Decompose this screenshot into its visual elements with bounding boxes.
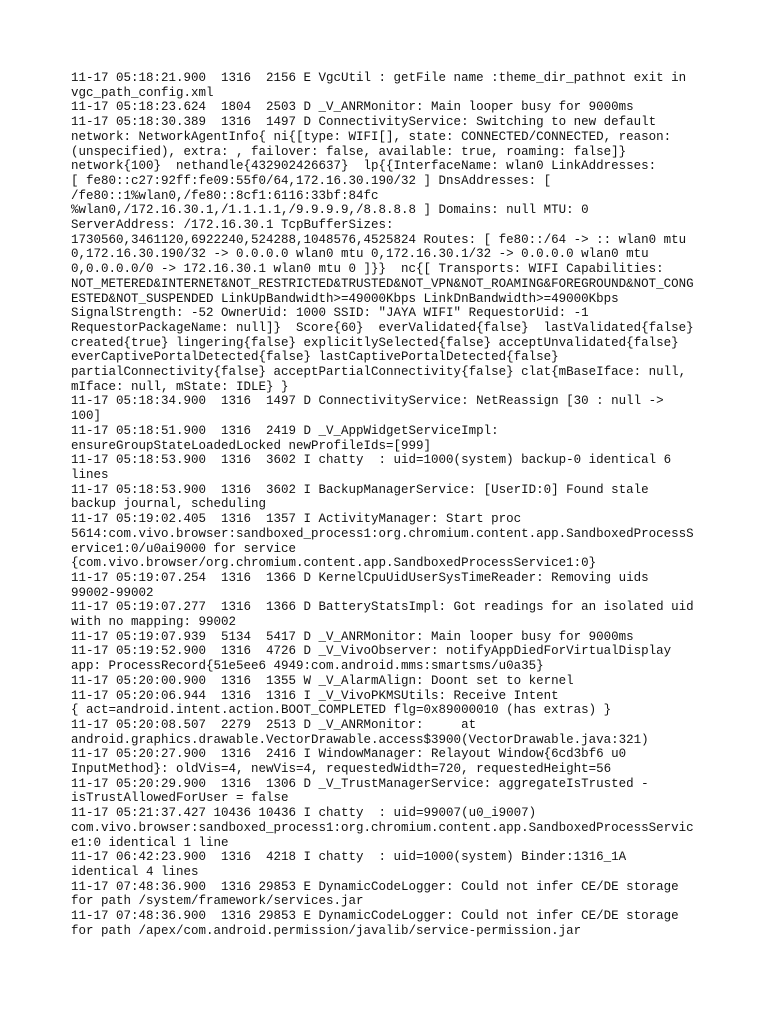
log-page bbox=[71, 71, 711, 938]
log-text: 11-17 05:18:21.900 1316 2156 E VgcUtil : getFile name :theme_dir_pathnot exit in vgc_path_config.xml 11-17 05:18:23.624 1804 2503 D _V_ANRMonitor: Main looper busy for 9000ms 11-17 05:18:30.389 1316 1497 D ConnectivityService: Switching to new default network: NetworkAgentInfo{ ni{[type: WIFI[], state: CONNECTED/CONNECTED, reason: (unspecified), extra: , failover: false, available: true, roaming: false]} network{100} nethandle{432902426637} lp{{InterfaceName: wlan0 LinkAddresses: [ fe80::c27:92ff:fe09:55f0/64,172.16.30.190/32 ] DnsAddresses: [ /fe80::1%wlan0,/fe80::8cf1:6116:33bf:84fc %wlan0,/172.16.30.1,/1.1.1.1,/9.9.9.9,/8.8.8.8 ] Domains: null MTU: 0 ServerAddress: /172.16.30.1 TcpBufferSizes: 1730560,3461120,6922240,524288,1048576,4525824 Routes: [ fe80::/64 -> :: wlan0 mtu 0,172.16.30.190/32 -> 0.0.0.0 wlan0 mtu 0,172.16.30.1/32 -> 0.0.0.0 wlan0 mtu 0,0.0.0.0/0 -> 172.16.30.1 wlan0 mtu 0 ]}} nc{[ Transports: WIFI Capabilities: NOT_METERED&INTERNET&NOT_RESTRICTED&TRUSTED&NOT_VPN&NOT_ROAMING&FOREGROUND&NOT_CONG ESTED&NOT_SUSPENDED LinkUpBandwidth>=49000Kbps LinkDnBandwidth>=49000Kbps SignalStrength: -52 OwnerUid: 1000 SSID: "JAYA WIFI" RequestorUid: -1 RequestorPackageName: null]} Score{60} everValidated{false} lastValidated{false} created{true} lingering{false} explicitlySelected{false} acceptUnvalidated{false} everCaptivePortalDetected{false} lastCaptivePortalDetected{false} partialConnectivity{false} acceptPartialConnectivity{false} clat{mBaseIface: null, mIface: null, mState: IDLE} } 11-17 05:18:34.900 1316 1497 D ConnectivityService: NetReassign [30 : null -> 100] 11-17 05:18:51.900 1316 2419 D _V_AppWidgetServiceImpl: ensureGroupStateLoadedLocked newProfileIds=[999] 11-17 05:18:53.900 1316 3602 I chatty : uid=1000(system) backup-0 identical 6 lines 11-17 05:18:53.900 1316 3602 I BackupManagerService: [UserID:0] Found stale backup journal, scheduling 11-17 05:19:02.405 1316 1357 I ActivityManager: Start proc 5614:com.vivo.browser:sandboxed_process1:org.chromium.content.app.SandboxedProcessS ervice1:0/u0ai9000 for service {com.vivo.browser/org.chromium.content.app.SandboxedProcessService1:0} 11-17 05:19:07.254 1316 1366 D KernelCpuUidUserSysTimeReader: Removing uids 99002-99002 11-17 05:19:07.277 1316 1366 D BatteryStatsImpl: Got readings for an isolated uid with no mapping: 99002 11-17 05:19:07.939 5134 5417 D _V_ANRMonitor: Main looper busy for 9000ms 11-17 05:19:52.900 1316 4726 D _V_VivoObserver: notifyAppDiedForVirtualDisplay app: ProcessRecord{51e5ee6 4949:com.android.mms:smartsms/u0a35} 11-17 05:20:00.900 1316 1355 W _V_AlarmAlign: Doont set to kernel 11-17 05:20:06.944 1316 1316 I _V_VivoPKMSUtils: Receive Intent { act=android.intent.action.BOOT_COMPLETED flg=0x89000010 (has extras) } 11-17 05:20:08.507 2279 2513 D _V_ANRMonitor: at android.graphics.drawable.VectorDrawable.access$3900(VectorDrawable.java:321) 11-17 05:20:27.900 1316 2416 I WindowManager: Relayout Window{6cd3bf6 u0 InputMethod}: oldVis=4, newVis=4, requestedWidth=720, requestedHeight=56 11-17 05:20:29.900 1316 1306 D _V_TrustManagerService: aggregateIsTrusted - isTrustAllowedForUser = false 11-17 05:21:37.427 10436 10436 I chatty : uid=99007(u0_i9007) com.vivo.browser:sandboxed_process1:org.chromium.content.app.SandboxedProcessServic e1:0 identical 1 line 11-17 06:42:23.900 1316 4218 I chatty : uid=1000(system) Binder:1316_1A identical 4 lines 11-17 07:48:36.900 1316 29853 E DynamicCodeLogger: Could not infer CE/DE storage for path /system/framework/services.jar 11-17 07:48:36.900 1316 29853 E DynamicCodeLogger: Could not infer CE/DE storage for path /apex/com.android.permission/javalib/service-permission.jar bbox=[71, 71, 694, 938]
